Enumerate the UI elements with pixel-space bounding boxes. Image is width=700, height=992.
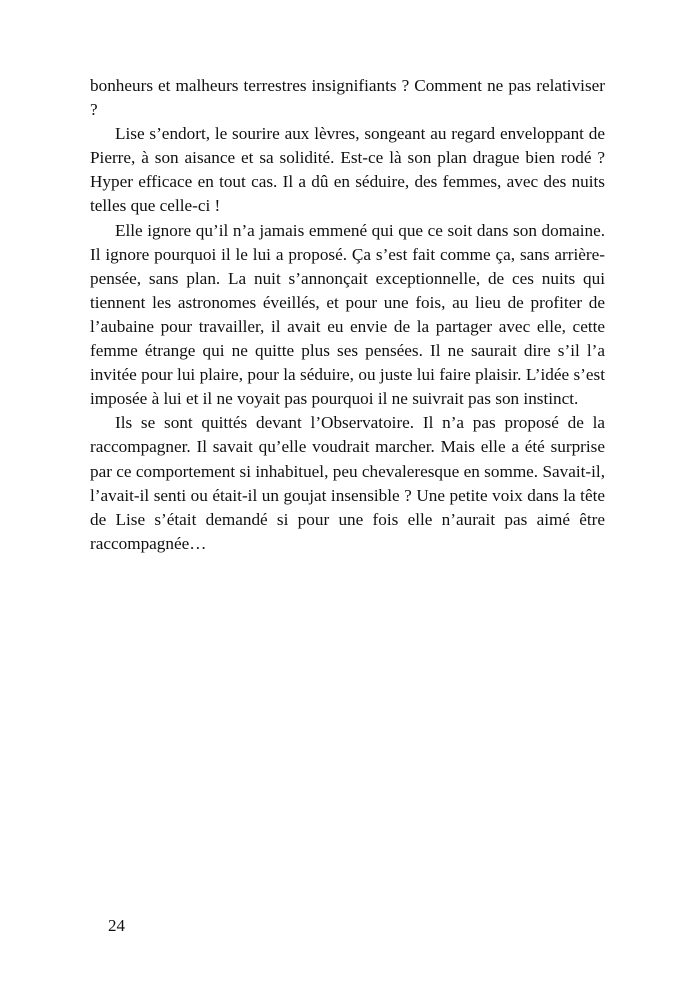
page-body bbox=[90, 74, 605, 556]
paragraph: Elle ignore qu’il n’a jamais emmené qui que ce soit dans son domaine. Il ignore pourquoi il le lui a proposé. Ça s’est fait comme ça, sans arrièrepensée, sans plan. La nuit s’annonçait exceptionnelle, de ces nuits qui tiennent les astronomes éveillés, et pour une fois, au lieu de profiter de l’aubaine pour travailler, il avait eu envie de la partager avec elle, cette femme étrange qui ne quitte plus ses pensées. Il ne saurait dire s’il l’a invitée pour lui plaire, pour la séduire, ou juste lui faire plaisir. L’idée s’est imposée à lui et il ne voyait pas pourquoi il ne suivrait pas son instinct. bbox=[90, 220, 605, 409]
paragraph: Lise s’endort, le sourire aux lèvres, songeant au regard enveloppant de Pierre, à son aisance et sa solidité. Est-ce là son plan drague bien rodé ? Hyper efficace en tout cas. Il a dû en séduire, des femmes, avec des nuits telles que celle-ci ! bbox=[90, 124, 605, 216]
paragraph: Ils se sont quittés devant l’Observatoire. Il n’a pas proposé de la raccompagner. Il savait qu’elle voudrait marcher. Mais elle a été surprise par ce comportement si inhabituel, peu chevaleresque en somme. Savait-il, l’avait-il senti ou était-il un goujat insensible ? Une petite voix dans la tête de Lise s’était demandé si pour une fois elle n’aurait pas aimé être raccompagnée… bbox=[90, 413, 605, 553]
page-number: 24 bbox=[108, 916, 125, 935]
paragraph-continuation: bonheurs et malheurs terrestres insignifiants ? Comment ne pas relativiser ? bbox=[90, 76, 605, 120]
